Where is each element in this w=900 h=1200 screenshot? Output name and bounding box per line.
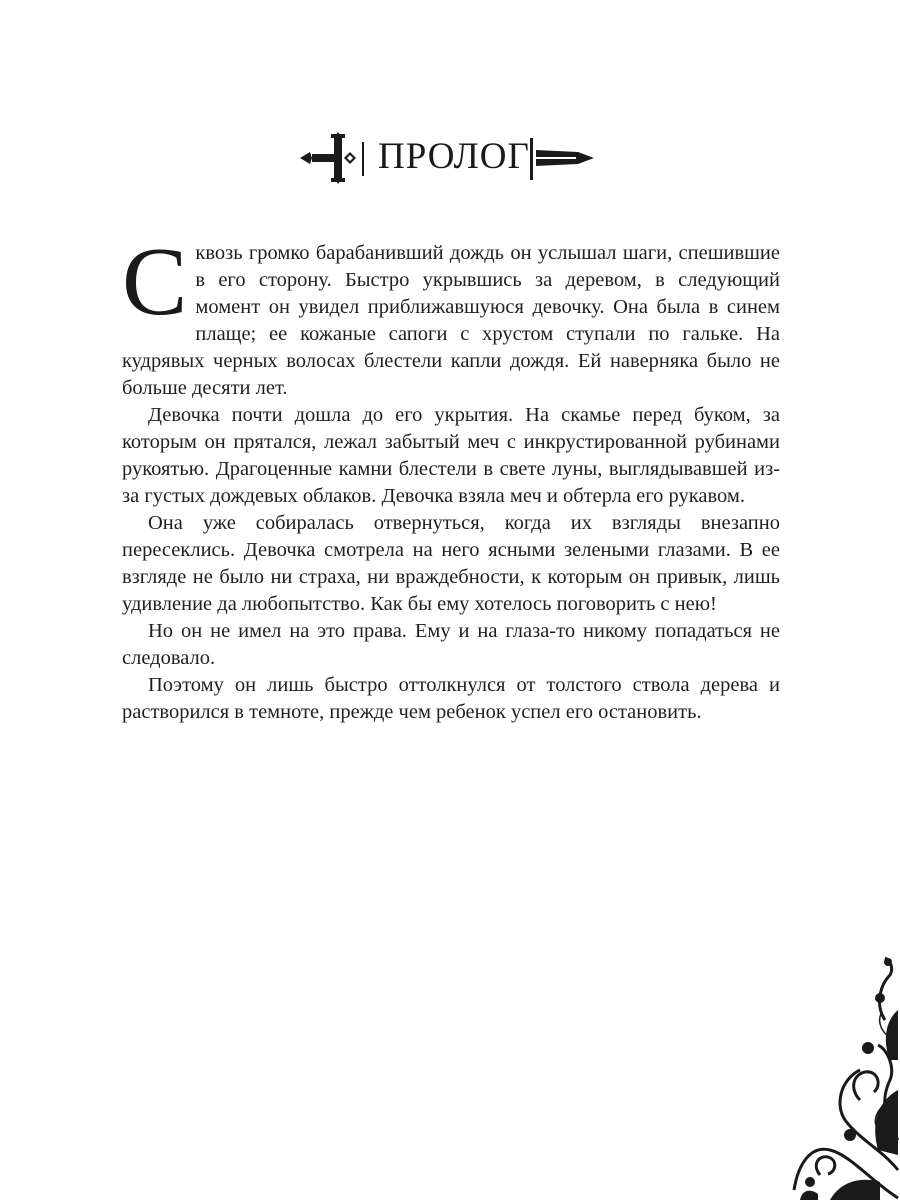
paragraph: Девочка почти дошла до его укрытия. На скамье перед буком, за которым он прятался, лежал забытый меч с инкрустированной рубинами рукоятью. Драгоценные камни блестели в свете луны, выглядывавшей из-за густых дождевых облаков. Девочка взяла меч и обтерла его рукавом.: [122, 404, 780, 507]
drop-cap: С: [122, 228, 188, 336]
chapter-title: ПРОЛОГ: [378, 136, 530, 177]
chapter-heading: [298, 128, 598, 188]
paragraph: Поэтому он лишь быстро оттолкнулся от толстого ствола дерева и растворился в темноте, прежде чем ребенок успел его остановить.: [122, 674, 780, 723]
chapter-text: [122, 228, 780, 726]
paragraph-text: квозь громко барабанивший дождь он услышал шаги, спешившие в его сторону. Быстро укрывшись за деревом, в следующий момент он увидел приближавшуюся девочку. Она была в синем плаще; ее кожаные сапоги с хрустом ступали по гальке. На кудрявых черных волосах блестели капли дождя. Ей наверняка было не больше десяти лет.: [122, 242, 780, 399]
paragraph: Она уже собиралась отвернуться, когда их взгляды внезапно пересеклись. Девочка смотрела на него ясными зелеными глазами. В ее взгляде не было ни страха, ни враждебности, к которым он привык, лишь удивление да любопытство. Как бы ему хотелось поговорить с нею!: [122, 512, 780, 615]
paragraph: [122, 228, 780, 402]
paragraph: Но он не имел на это права. Ему и на глаза-то никому попадаться не следовало.: [122, 620, 780, 669]
corner-flourish-icon: [790, 950, 900, 1200]
